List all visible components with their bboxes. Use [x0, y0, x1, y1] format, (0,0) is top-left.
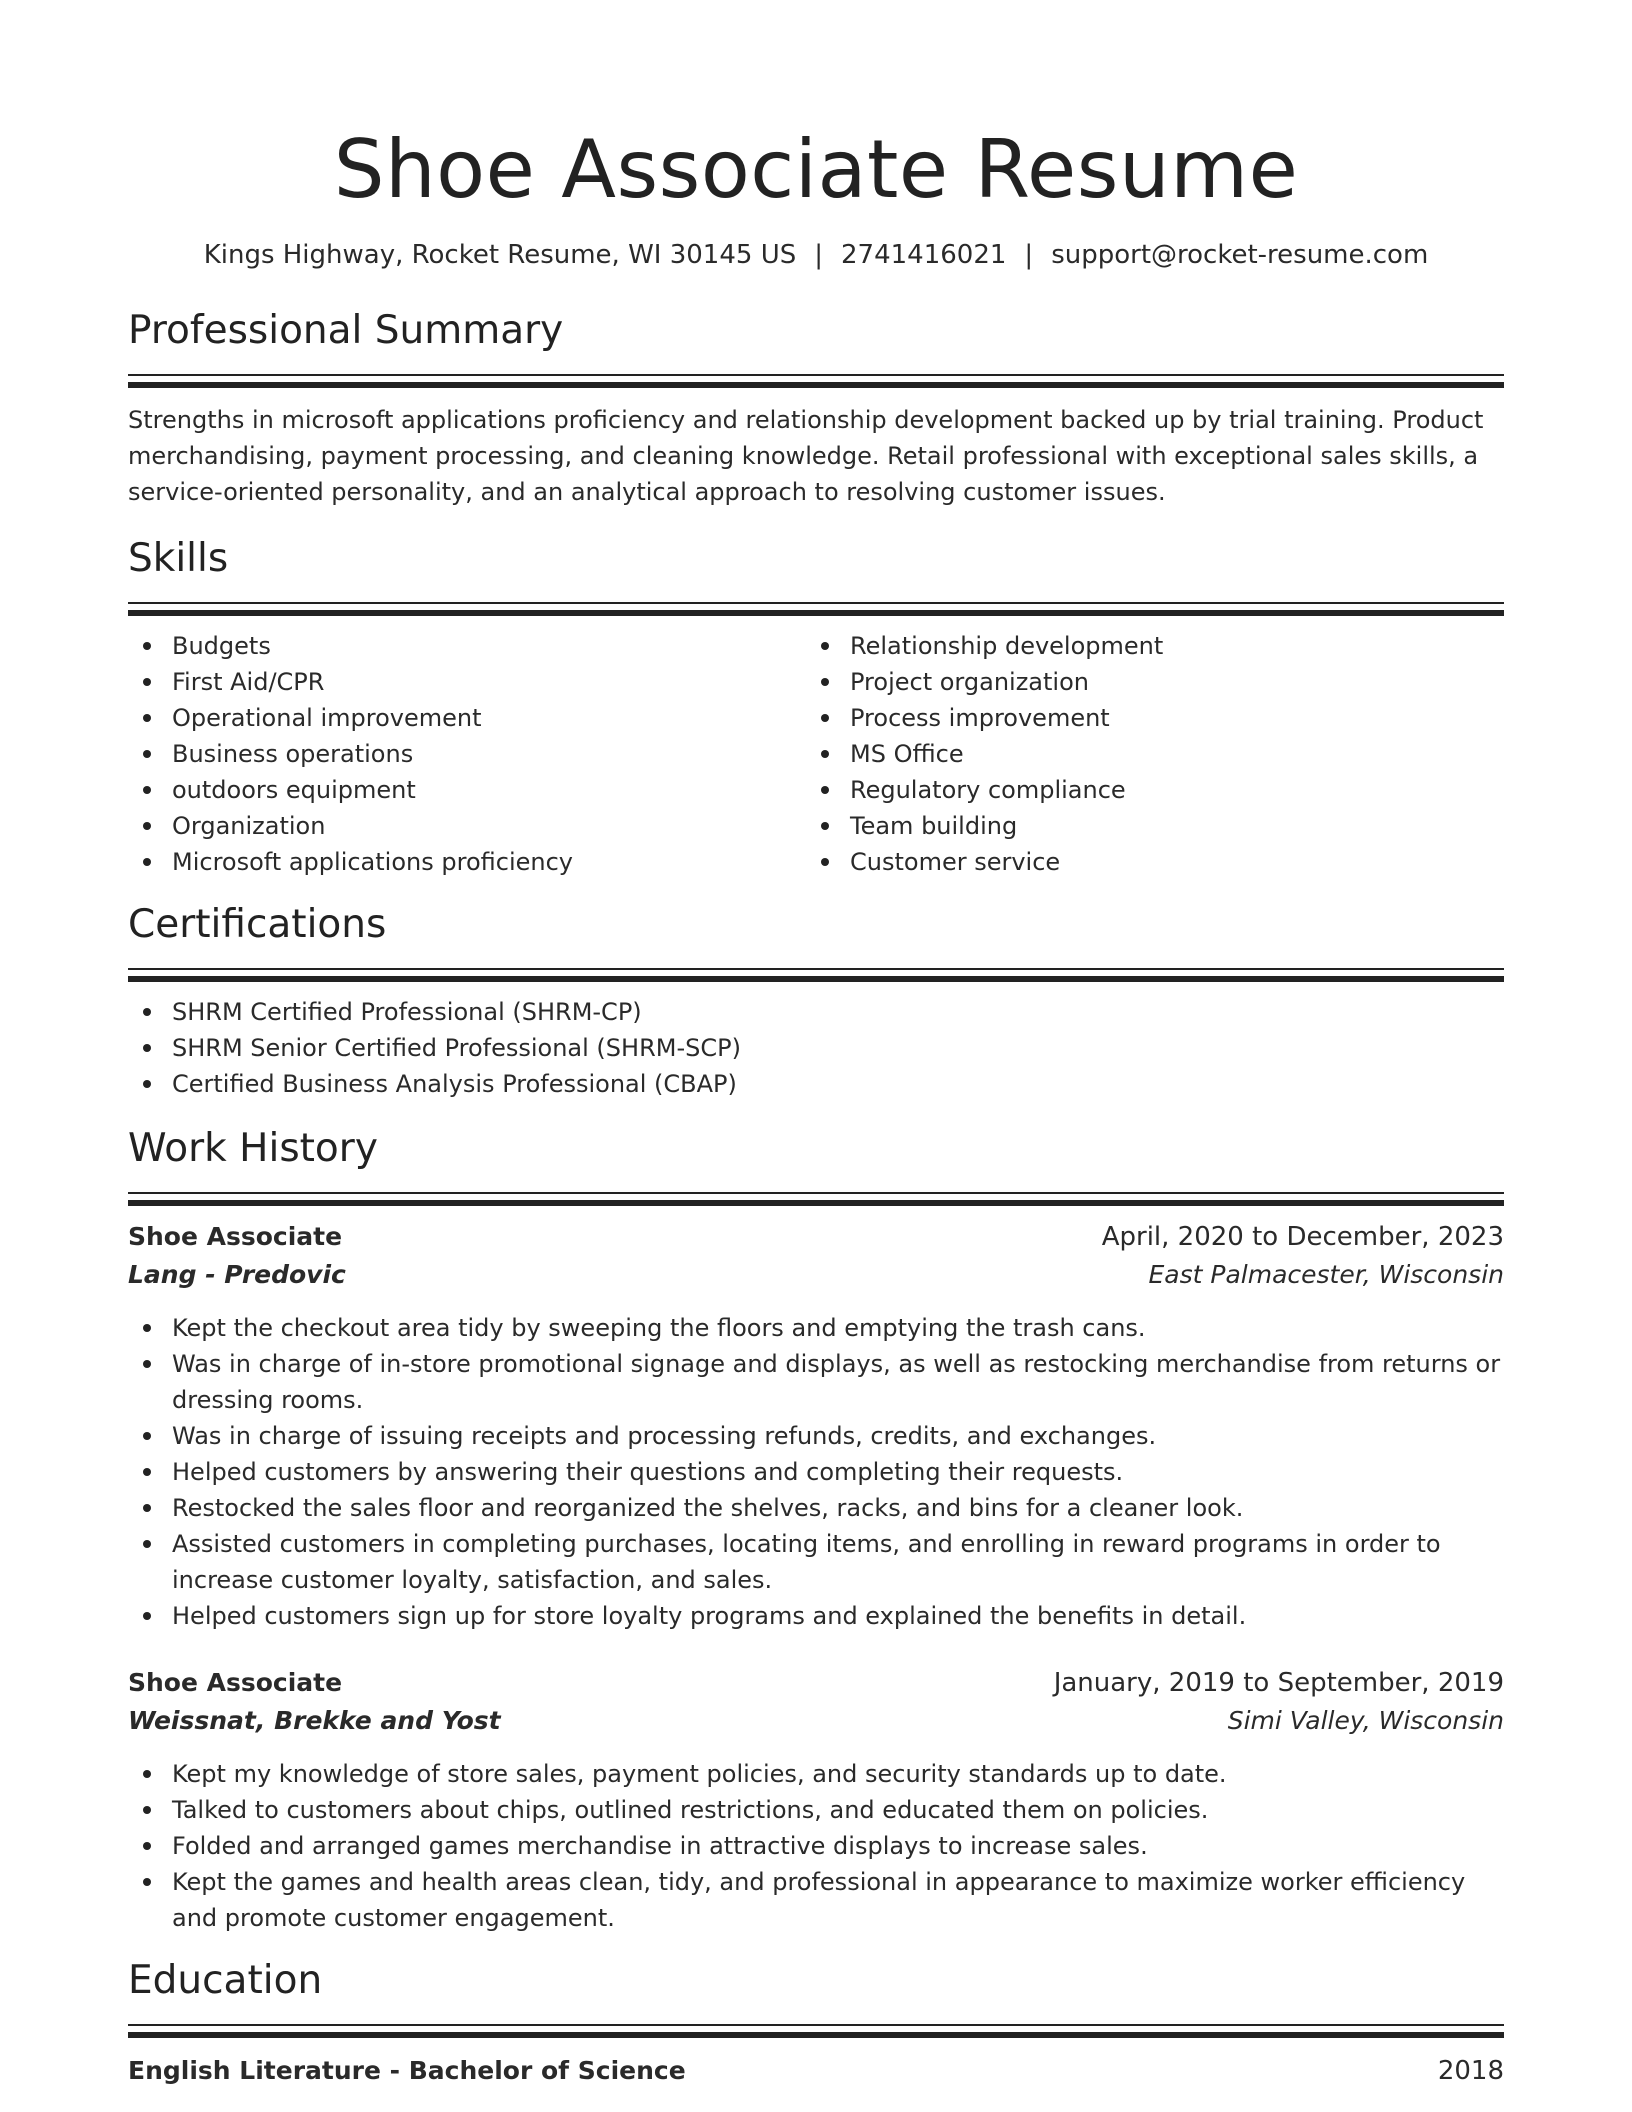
job-duty: Restocked the sales floor and reorganized the shelves, racks, and bins for a cleaner look.	[128, 1490, 1504, 1526]
skill-item: Budgets	[128, 628, 806, 664]
section-divider	[128, 2024, 1504, 2026]
skills-list-right	[806, 628, 1484, 880]
job-duty: Was in charge of in-store promotional signage and displays, as well as restocking merchandise from returns or dressing rooms.	[128, 1346, 1504, 1418]
certification-item: SHRM Certified Professional (SHRM-CP)	[128, 994, 1504, 1030]
job-dates: January, 2019 to September, 2019	[1053, 1668, 1504, 1698]
job-duties-list	[128, 1756, 1504, 1936]
certifications-list	[128, 994, 1504, 1102]
summary-text: Strengths in microsoft applications proficiency and relationship development backed up by trial training. Product merchandising, payment processing, and cleaning knowledge. Retail professional with exceptional sales skills, a service-oriented personality, and an analytical approach to resolving customer issues.	[128, 406, 1484, 506]
section-divider	[128, 602, 1504, 604]
resume-content	[128, 118, 1504, 2090]
job-duties-list	[128, 1310, 1504, 1634]
job-duty: Kept the checkout area tidy by sweeping the floors and emptying the trash cans.	[128, 1310, 1504, 1346]
skill-item: Relationship development	[806, 628, 1484, 664]
skill-item: First Aid/CPR	[128, 664, 806, 700]
skill-item: Customer service	[806, 844, 1484, 880]
job-entry	[128, 1664, 1504, 1936]
section-divider	[128, 968, 1504, 970]
section-divider	[128, 1192, 1504, 1194]
section-divider	[128, 2032, 1504, 2038]
section-title-work-history: Work History	[128, 1126, 378, 1171]
education-degree: English Literature - Bachelor of Science	[128, 2056, 686, 2085]
section-title-summary: Professional Summary	[128, 308, 564, 353]
job-location: Simi Valley, Wisconsin	[1227, 1706, 1504, 1735]
job-duty: Folded and arranged games merchandise in attractive displays to increase sales.	[128, 1828, 1504, 1864]
contact-email: support@rocket-resume.com	[1051, 240, 1429, 270]
skill-item: Regulatory compliance	[806, 772, 1484, 808]
section-divider	[128, 382, 1504, 388]
resume-title: Shoe Associate Resume	[333, 123, 1299, 216]
skill-item: Organization	[128, 808, 806, 844]
job-duty: Helped customers sign up for store loyalty programs and explained the benefits in detail.	[128, 1598, 1504, 1634]
section-title-certifications: Certifications	[128, 902, 387, 947]
skill-item: Process improvement	[806, 700, 1484, 736]
contact-phone: 2741416021	[841, 240, 1007, 270]
skill-item: Operational improvement	[128, 700, 806, 736]
job-duty: Kept my knowledge of store sales, payment policies, and security standards up to date.	[128, 1756, 1504, 1792]
job-header	[128, 1664, 1504, 1702]
job-duty: Helped customers by answering their questions and completing their requests.	[128, 1454, 1504, 1490]
certification-item: SHRM Senior Certified Professional (SHRM-SCP)	[128, 1030, 1504, 1066]
education-entry	[128, 2052, 1504, 2090]
job-duty: Assisted customers in completing purchases, locating items, and enrolling in reward programs in order to increase customer loyalty, satisfaction, and sales.	[128, 1526, 1504, 1598]
education-year: 2018	[1437, 2056, 1504, 2086]
section-divider	[128, 374, 1504, 376]
job-entry	[128, 1218, 1504, 1634]
skill-item: MS Office	[806, 736, 1484, 772]
job-title: Shoe Associate	[128, 1668, 343, 1697]
work-history-section	[128, 1126, 1504, 1936]
skills-grid	[128, 628, 1504, 880]
job-header	[128, 1218, 1504, 1256]
job-location: East Palmacester, Wisconsin	[1148, 1260, 1504, 1289]
job-dates: April, 2020 to December, 2023	[1101, 1222, 1504, 1252]
job-title: Shoe Associate	[128, 1222, 343, 1251]
job-company: Lang - Predovic	[128, 1260, 346, 1289]
section-divider	[128, 610, 1504, 616]
skills-section	[128, 536, 1504, 880]
skills-list-left	[128, 628, 806, 880]
section-title-skills: Skills	[128, 536, 229, 581]
certifications-section	[128, 902, 1504, 1102]
contact-line	[128, 238, 1504, 272]
skill-item: Team building	[806, 808, 1484, 844]
skill-item: Microsoft applications proficiency	[128, 844, 806, 880]
contact-separator: |	[814, 240, 823, 270]
skill-item: Business operations	[128, 736, 806, 772]
job-duty: Talked to customers about chips, outlined restrictions, and educated them on policies.	[128, 1792, 1504, 1828]
job-duty: Was in charge of issuing receipts and processing refunds, credits, and exchanges.	[128, 1418, 1504, 1454]
job-duty: Kept the games and health areas clean, tidy, and professional in appearance to maximize worker efficiency and promote customer engagement.	[128, 1864, 1504, 1936]
skill-item: Project organization	[806, 664, 1484, 700]
education-section	[128, 1958, 1504, 2090]
certification-item: Certified Business Analysis Professional (CBAP)	[128, 1066, 1504, 1102]
section-divider	[128, 1200, 1504, 1206]
contact-address: Kings Highway, Rocket Resume, WI 30145 US	[203, 240, 797, 270]
job-subheader	[128, 1256, 1504, 1294]
skill-item: outdoors equipment	[128, 772, 806, 808]
summary-section	[128, 308, 1504, 510]
section-divider	[128, 976, 1504, 982]
job-subheader	[128, 1702, 1504, 1740]
section-title-education: Education	[128, 1958, 323, 2003]
job-company: Weissnat, Brekke and Yost	[128, 1706, 501, 1735]
contact-separator: |	[1024, 240, 1034, 270]
